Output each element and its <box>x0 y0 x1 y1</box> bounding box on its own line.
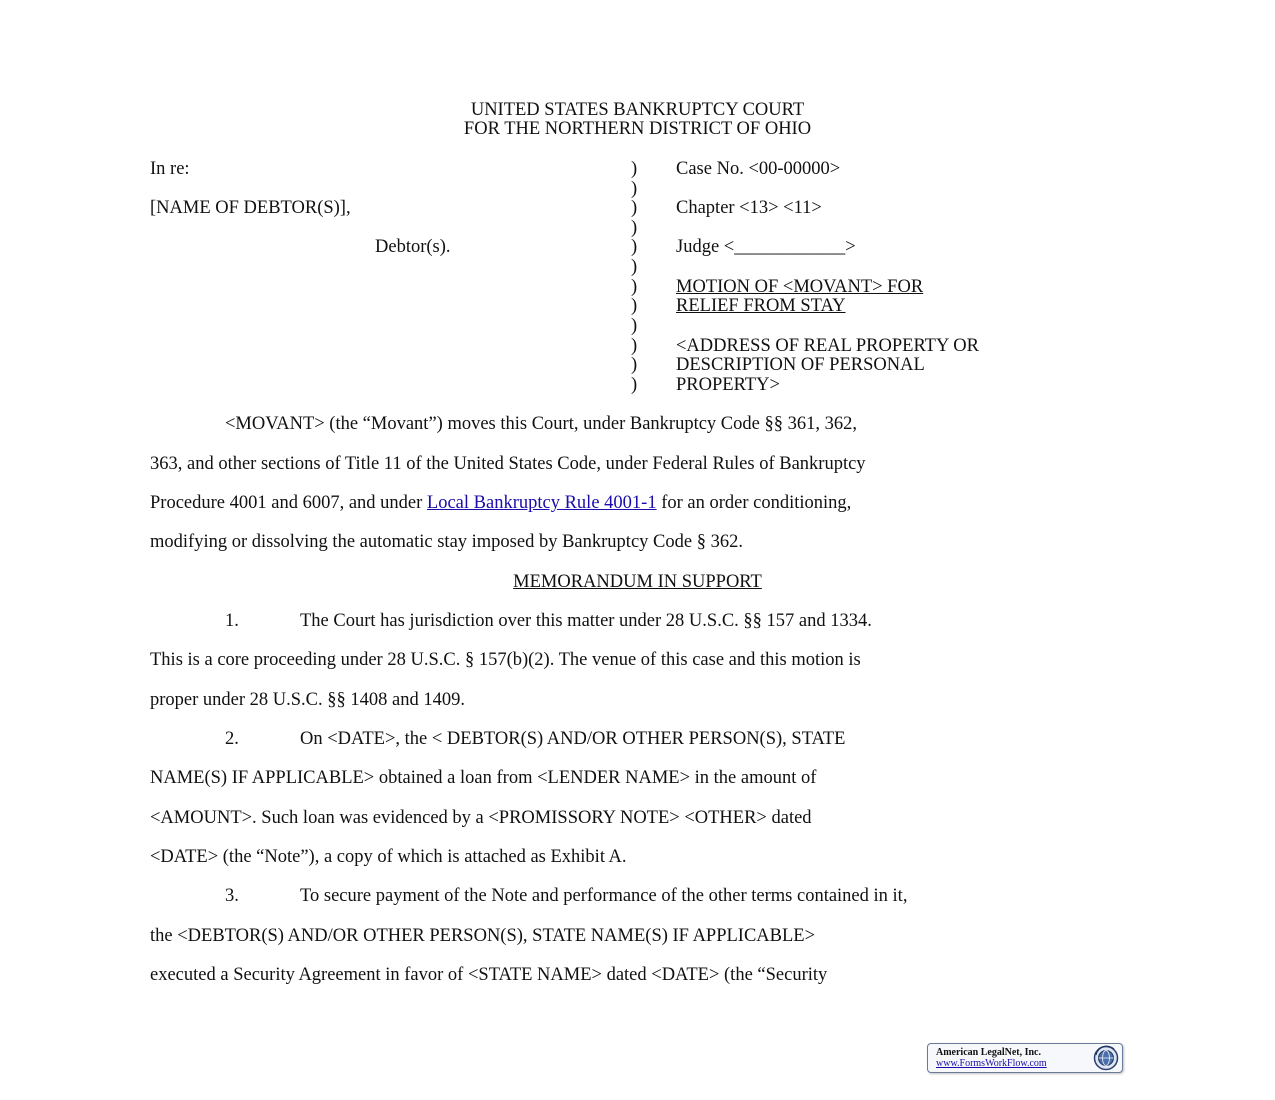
district-name: FOR THE NORTHERN DISTRICT OF OHIO <box>463 119 812 139</box>
local-rule-link[interactable]: Local Bankruptcy Rule 4001-1 <box>426 493 657 513</box>
caption-paren: ) <box>631 179 638 199</box>
paragraph-line: the <DEBTOR(S) AND/OR OTHER PERSON(S), STATE NAME(S) IF APPLICABLE> <box>150 926 816 946</box>
caption-paren: ) <box>631 316 638 336</box>
caption-paren: ) <box>631 237 638 257</box>
paragraph-number: 1. <box>225 611 239 631</box>
paragraph-line: <AMOUNT>. Such loan was evidenced by a <PROMISSORY NOTE> <OTHER> dated <box>150 808 812 828</box>
paragraph-line: NAME(S) IF APPLICABLE> obtained a loan from <LENDER NAME> in the amount of <box>150 768 817 788</box>
globe-logo-icon <box>1093 1045 1119 1071</box>
caption-paren: ) <box>631 355 638 375</box>
caption-paren: ) <box>631 198 638 218</box>
caption-paren: ) <box>631 336 638 356</box>
intro-text: Procedure 4001 and 6007, and under <box>150 493 427 513</box>
paragraph-line: proper under 28 U.S.C. §§ 1408 and 1409. <box>150 690 465 710</box>
property-description: <ADDRESS OF REAL PROPERTY OR <box>676 336 979 356</box>
caption-paren: ) <box>631 159 638 179</box>
property-description: PROPERTY> <box>676 375 780 395</box>
motion-title: MOTION OF <MOVANT> FOR <box>676 277 924 297</box>
chapter: Chapter <13> <11> <box>676 198 822 218</box>
paragraph-line: This is a core proceeding under 28 U.S.C. § 157(b)(2). The venue of this case and this motion is <box>150 650 861 670</box>
paragraph-number: 2. <box>225 729 239 749</box>
caption-paren: ) <box>631 375 638 395</box>
judge: Judge <____________> <box>676 237 856 257</box>
caption-paren: ) <box>631 296 638 316</box>
badge-url-link[interactable]: www.FormsWorkFlow.com <box>936 1058 1047 1069</box>
intro-text: for an order conditioning, <box>656 493 852 513</box>
caption-paren: ) <box>631 218 638 238</box>
badge-company: American LegalNet, Inc. <box>936 1047 1041 1058</box>
paragraph-line: <DATE> (the “Note”), a copy of which is attached as Exhibit A. <box>150 847 627 867</box>
intro-line: <MOVANT> (the “Movant”) moves this Court, under Bankruptcy Code §§ 361, 362, <box>225 414 857 434</box>
paragraph-line: executed a Security Agreement in favor of <STATE NAME> dated <DATE> (the “Security <box>150 965 828 985</box>
paragraph-line: On <DATE>, the < DEBTOR(S) AND/OR OTHER PERSON(S), STATE <box>300 729 846 749</box>
property-description: DESCRIPTION OF PERSONAL <box>676 355 925 375</box>
memorandum-heading: MEMORANDUM IN SUPPORT <box>513 572 762 592</box>
paragraph-number: 3. <box>225 886 239 906</box>
caption-paren: ) <box>631 257 638 277</box>
paragraph-line: To secure payment of the Note and performance of the other terms contained in it, <box>300 886 908 906</box>
motion-title: RELIEF FROM STAY <box>676 296 846 316</box>
caption-paren: ) <box>631 277 638 297</box>
intro-line <box>150 493 851 514</box>
intro-line: modifying or dissolving the automatic stay imposed by Bankruptcy Code § 362. <box>150 532 743 552</box>
in-re-label: In re: <box>150 159 190 179</box>
debtor-label: Debtor(s). <box>375 237 451 257</box>
paragraph-line: The Court has jurisdiction over this matter under 28 U.S.C. §§ 157 and 1334. <box>300 611 872 631</box>
case-number: Case No. <00-00000> <box>676 159 841 179</box>
court-name: UNITED STATES BANKRUPTCY COURT <box>470 100 805 120</box>
debtor-name: [NAME OF DEBTOR(S)], <box>150 198 351 218</box>
intro-line: 363, and other sections of Title 11 of the United States Code, under Federal Rules of Bankruptcy <box>150 454 866 474</box>
legalnet-badge[interactable] <box>927 1043 1123 1073</box>
